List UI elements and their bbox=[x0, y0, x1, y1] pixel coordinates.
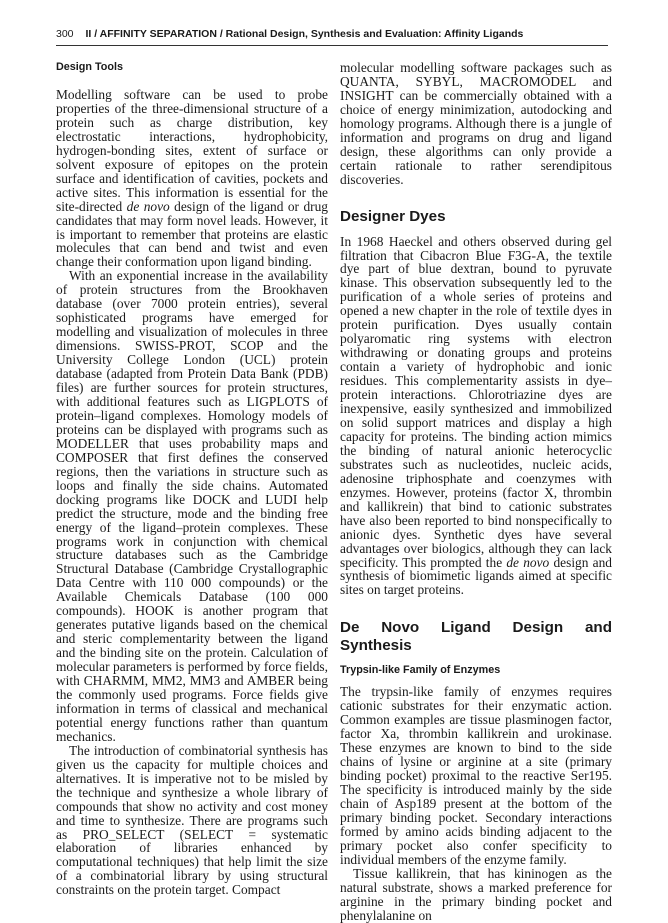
running-header bbox=[56, 28, 608, 46]
paragraph-trypsin-family: The trypsin-like family of enzymes requires cationic substrates for their enzymatic action. Common examples are tissue plasminogen factor, factor Xa, thrombin kallikrein and urokinase. These enzymes are known to bind to the side chains of lysine or arginine at a site (primary binding pocket) proximal to the reactive Ser195. The specificity is introduced mainly by the side chain of Asp189 present at the bottom of the primary binding pocket. Secondary interactions formed by amino acids binding adjacent to the primary pocket also confer specificity to individual members of the enzyme family. bbox=[340, 684, 612, 867]
heading-designer-dyes: Designer Dyes bbox=[340, 207, 446, 225]
paragraph-protein-structures: With an exponential increase in the availability of protein structures from the Brookhaven database (over 7000 protein entries), several sophisticated programs have emerged for modelling and visualization of molecules in three dimensions. SWISS-PROT, SCOP and the University College London (UCL) protein database (adapted from Protein Data Bank (PDB) files) are further sources for protein structures, with additional features such as LIGPLOTS of protein–ligand complexes. Homology models of proteins can be displayed with programs such as MODELLER that uses probability maps and COMPOSER that first defines the conserved regions, then the variations in structure such as loops and finally the side chains. Automated docking programs like DOCK and LUDI help predict the structure, mode and the binding free energy of the ligand–protein complexes. These programs work in conjunction with chemical structure databases such as the Cambridge Structural Database (Cambridge Crystallographic Data Centre with 110 000 compounds) or the Available Chemicals Database (100 000 compounds). HOOK is another program that generates putative ligands based on the chemical and steric complementarity between the ligand and the binding site on the protein. Calculation of molecular parameters is performed by force fields, with CHARMM, MM2, MM3 and AMBER being the commonly used programs. Force fields give information in terms of classical and mechanical potential energy functions rather than quantum mechanics. bbox=[56, 268, 328, 744]
subheading-trypsin-like: Trypsin-like Family of Enzymes bbox=[340, 664, 501, 677]
italic-term: de novo bbox=[126, 198, 170, 214]
paragraph-modelling-software bbox=[56, 88, 328, 269]
subheading-design-tools: Design Tools bbox=[56, 61, 123, 73]
paragraph-tissue-kallikrein: Tissue kallikrein, that has kininogen as the natural substrate, shows a marked preference for arginine in the primary binding pocket and phenylalanine on bbox=[340, 865, 612, 923]
page-number: 300 bbox=[56, 28, 74, 40]
right-column bbox=[340, 61, 612, 923]
paragraph-combinatorial-synthesis: The introduction of combinatorial synthesis has given us the capacity for multiple choices and alternatives. It is imperative not to be misled by the technique and synthesize a whole library of compounds that show no activity and cost money and time to synthesize. There are programs such as PRO_SELECT (SELECT = systematic elaboration of libraries enhanced by computational techniques) that help limit the size of a combinatorial library by using structural constraints on the protein target. Compact bbox=[56, 742, 328, 898]
paragraph-continuation: molecular modelling software packages such as QUANTA, SYBYL, MACROMODEL and INSIGHT can be commercially obtained with a choice of energy minimization, autodocking and homology programs. Although there is a jungle of information and programs on drug and ligand design, these algorithms can only provide a certain rationale to rather serendipitous discoveries. bbox=[340, 60, 612, 187]
text-run: design of the ligand or drug candidates that may form novel leads. However, it is important to remember that proteins are elastic molecules that can bend and twist and even change their conformation upon ligand binding. bbox=[56, 198, 328, 270]
paragraph-designer-dyes bbox=[340, 235, 612, 598]
heading-de-novo-ligand-design: De Novo Ligand Design and Synthesis bbox=[340, 619, 612, 655]
text-run: In 1968 Haeckel and others observed during gel filtration that Cibacron Blue F3G-A, the textile dye part of blue dextran, bound to pyruvate kinase. This observation subsequently led to the purification of a whole series of proteins and opened a new chapter in the role of textile dyes in protein purification. Dyes usually contain polyaromatic ring systems with electron withdrawing or donating groups and proteins contain a variety of hydrophobic and ionic residues. This complementarity assists in dye–protein interactions. Chlorotriazine dyes are inexpensive, easily synthesized and immobilized on solid support matrices and display a high capacity for proteins. The binding action mimics the binding of natural anionic heterocyclic substrates such as nucleotides, nucleic acids, adenosine triphosphate and coenzymes with enzymes. However, proteins (factor X, thrombin and kallikrein) that bind to cationic substrates have also been reported to bind nonspecifically to anionic dyes. Synthetic dyes have several advantages over biologics, although they can lack specificity. This prompted the bbox=[340, 233, 612, 570]
left-column bbox=[56, 61, 328, 897]
italic-term: de novo bbox=[506, 554, 550, 570]
running-title: II / AFFINITY SEPARATION / Rational Design, Synthesis and Evaluation: Affinity Ligands bbox=[85, 28, 524, 40]
text-run: design and synthesis of biomimetic ligands aimed at specific sites on target proteins. bbox=[340, 554, 612, 598]
text-run: Modelling software can be used to probe properties of the three-dimensional structure of a protein such as charge distribution, key electrostatic interactions, hydrophobicity, hydrogen-bonding sites, extent of surface or solvent exposure of epitopes on the protein surface and identification of cavities, pockets and active sites. This information is essential for the site-directed bbox=[56, 87, 328, 214]
